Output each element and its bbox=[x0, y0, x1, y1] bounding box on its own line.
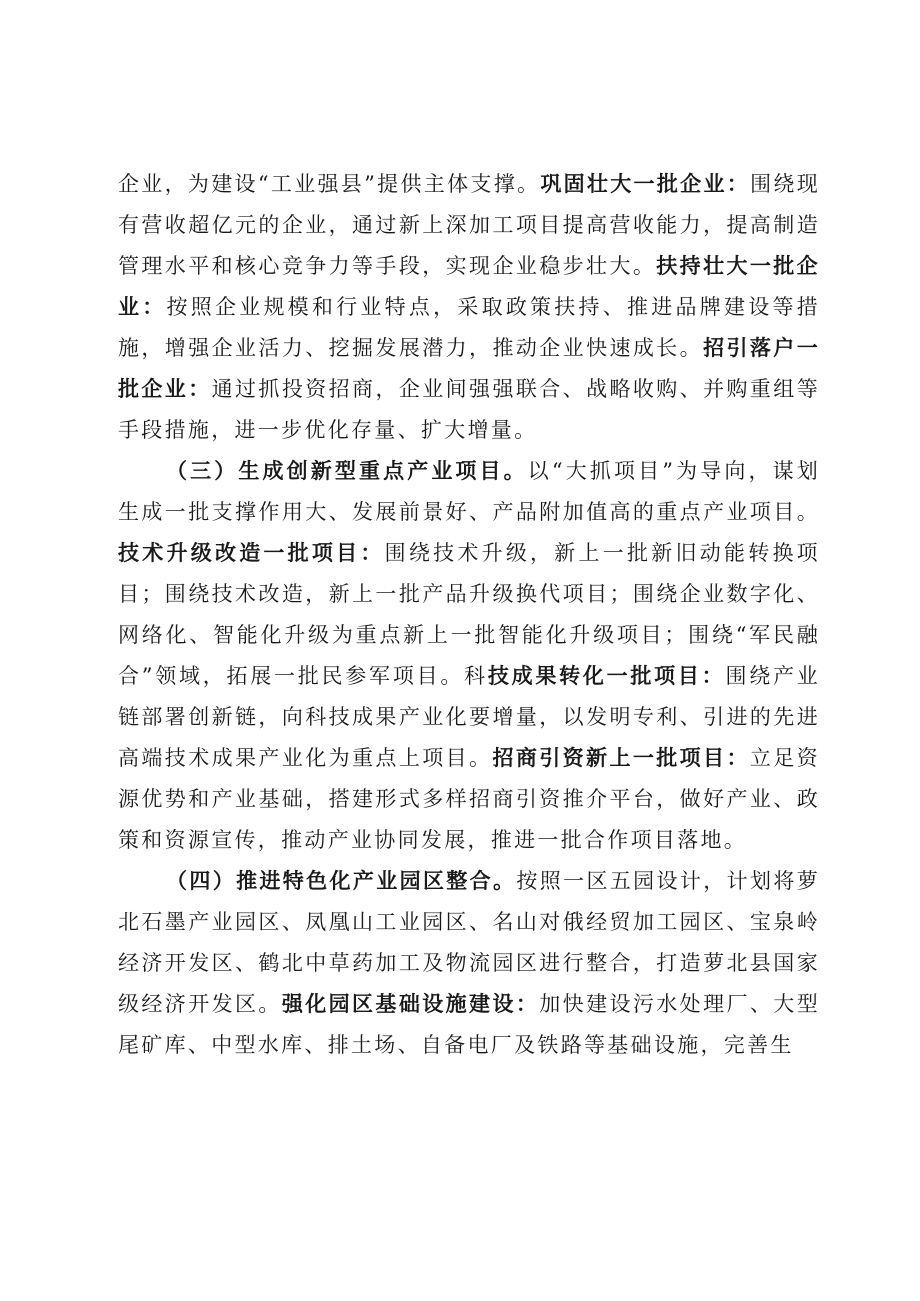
paragraph-section-four bbox=[118, 861, 820, 1066]
text-segment: 企业，为建设“工业强县”提供主体支撑。 bbox=[118, 172, 541, 196]
bold-heading-support-enterprises: 扶持壮大一批企业： bbox=[118, 254, 820, 319]
text-segment: 立足资源优势和产业基础，搭建形式多样招商引资推介平台，做好产业、政策和资源宣传，推动产业协同发展，推进一批合作项目落地。 bbox=[118, 746, 820, 852]
section-heading-three: （三）生成创新型重点产业项目。 bbox=[166, 459, 528, 483]
text-segment: 围绕产业链部署创新链，向科技成果产业化要增量，以发明专利、引进的先进高端技术成果产业化为重点上项目。 bbox=[118, 664, 821, 770]
text-segment: 按照一区五园设计，计划将萝北石墨产业园区、凤凰山工业园区、名山对俄经贸加工园区、宝泉岭经济开发区、鹤北中草药加工及物流园区进行整合，打造萝北县国家级经济开发区。 bbox=[118, 869, 820, 1016]
bold-heading-attract-enterprises: 招引落户一批企业： bbox=[118, 336, 821, 401]
bold-heading-consolidate-enterprises: 巩固壮大一批企业： bbox=[540, 172, 751, 196]
text-segment: 按照企业规模和行业特点，采取政策扶持、推进品牌建设等措施，增强企业活力、挖掘发展潜力，推动企业快速成长。 bbox=[118, 295, 820, 360]
paragraph-section-three bbox=[118, 451, 820, 861]
text-segment: 以“大抓项目”为导向，谋划生成一批支撑作用大、发展前景好、产品附加值高的重点产业项目。 bbox=[118, 459, 821, 524]
bold-heading-investment: 招商引资新上一批项目： bbox=[492, 746, 750, 770]
text-segment: 围绕技术升级，新上一批新旧动能转换项目；围绕技术改造，新上一批产品升级换代项目；围绕企业数字化、网络化、智能化升级为重点新上一批智能化升级项目；围绕“军民融合”领域，拓展一批民参军项目。科 bbox=[118, 541, 820, 688]
text-segment: 通过抓投资招商，企业间强强联合、战略收购、并购重组等手段措施，进一步优化存量、扩大增量。 bbox=[118, 377, 820, 442]
bold-heading-tech-upgrade: 技术升级改造一批项目： bbox=[118, 541, 385, 565]
document-body bbox=[118, 164, 820, 1066]
text-segment: 围绕现有营收超亿元的企业，通过新上深加工项目提高营收能力，提高制造管理水平和核心竞争力等手段，实现企业稳步壮大。 bbox=[118, 172, 820, 278]
bold-heading-tech-transfer: 技成果转化一批项目： bbox=[487, 664, 726, 688]
bold-heading-infrastructure: 强化园区基础设施建设： bbox=[281, 992, 540, 1016]
paragraph-enterprises bbox=[118, 164, 820, 451]
section-heading-four: （四）推进特色化产业园区整合。 bbox=[166, 869, 517, 893]
text-segment: 加快建设污水处理厂、大型尾矿库、中型水库、排土场、自备电厂及铁路等基础设施，完善生 bbox=[118, 992, 820, 1057]
